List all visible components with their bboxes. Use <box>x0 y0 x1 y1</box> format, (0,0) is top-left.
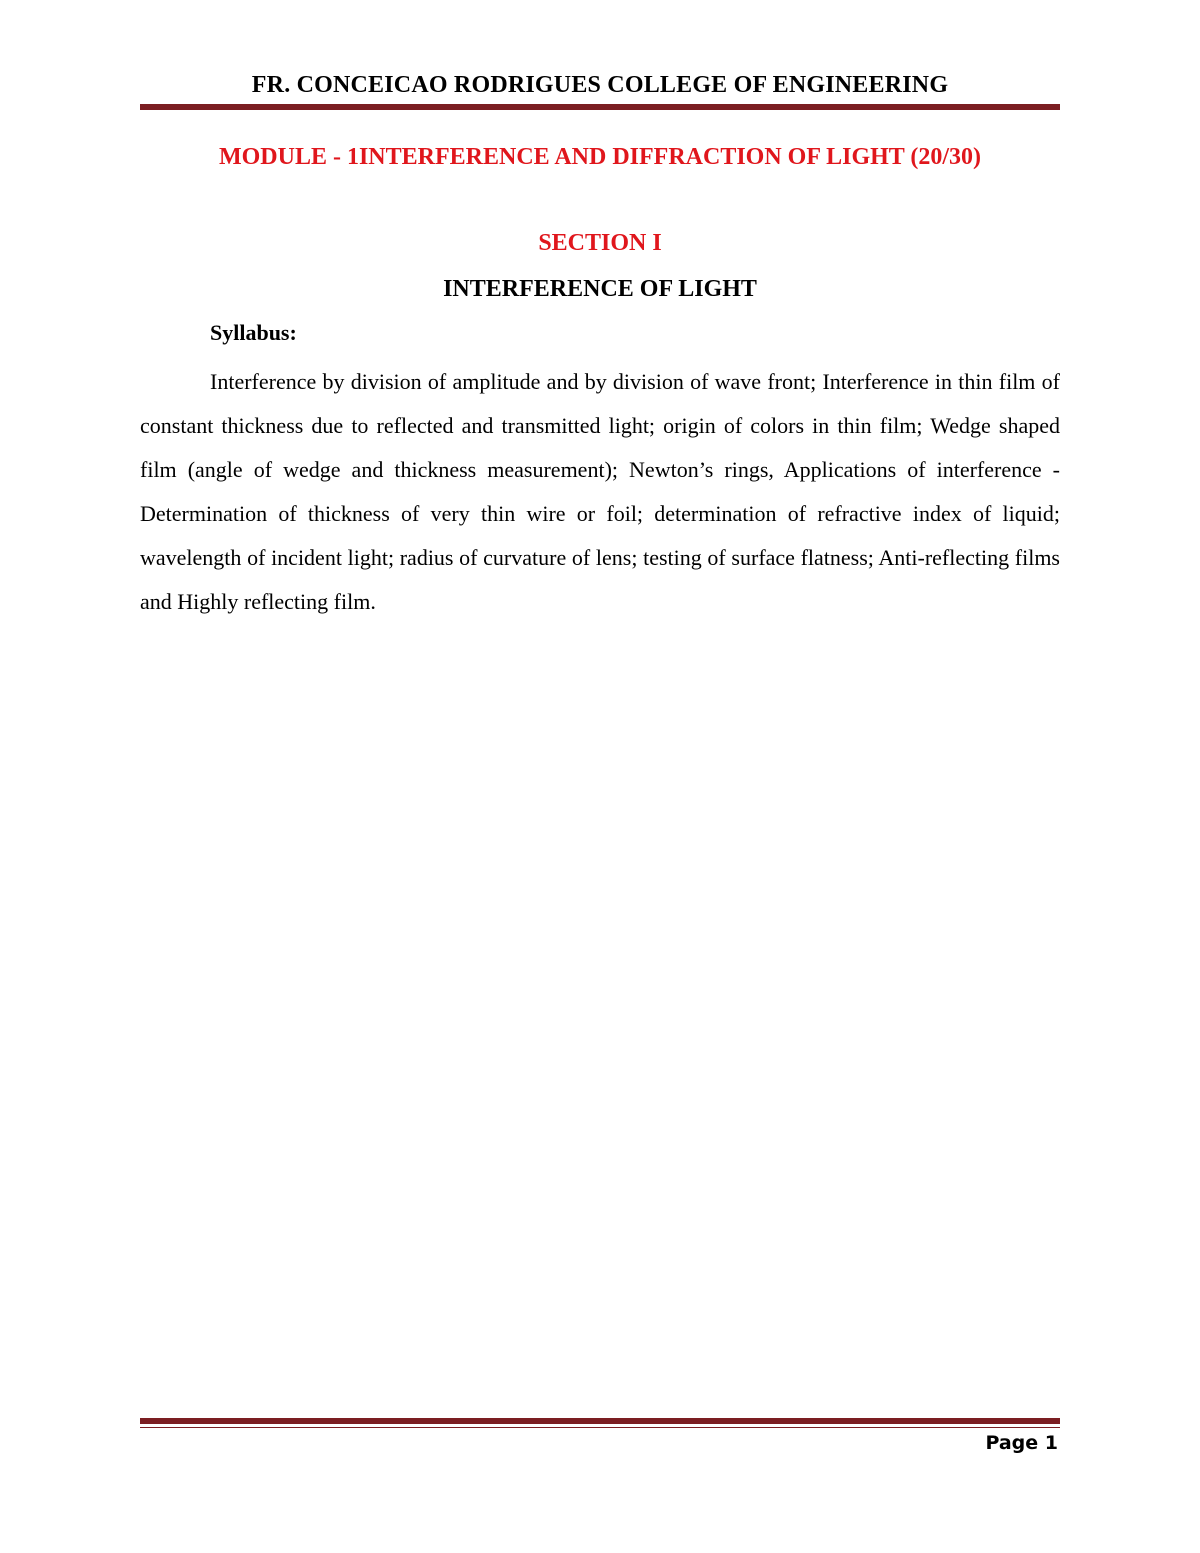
page-number: Page 1 <box>985 1432 1058 1454</box>
college-name-header: FR. CONCEICAO RODRIGUES COLLEGE OF ENGINEERING <box>251 72 949 98</box>
module-title: MODULE - 1INTERFERENCE AND DIFFRACTION OF LIGHT (20/30) <box>218 144 982 170</box>
section-title: SECTION I <box>538 230 662 256</box>
syllabus-text: Interference by division of amplitude and by division of wave front; Interference in thin film of constant thickness due to reflected and transmitted light; origin of colors in thin film; Wedge shaped film (angle of wedge and thickness measurement); Newton’s rings, Applications of interference - Determination of thickness of very thin wire or foil; determination of refractive index of liquid; wavelength of incident light; radius of curvature of lens; testing of surface flatness; Anti-reflecting films and Highly reflecting film. <box>140 369 1060 614</box>
footer-rule-thin <box>140 1427 1060 1428</box>
footer-rule <box>140 1418 1060 1424</box>
header-rule <box>140 104 1060 110</box>
syllabus-label: Syllabus: <box>210 320 297 345</box>
section-subtitle: INTERFERENCE OF LIGHT <box>443 276 757 302</box>
